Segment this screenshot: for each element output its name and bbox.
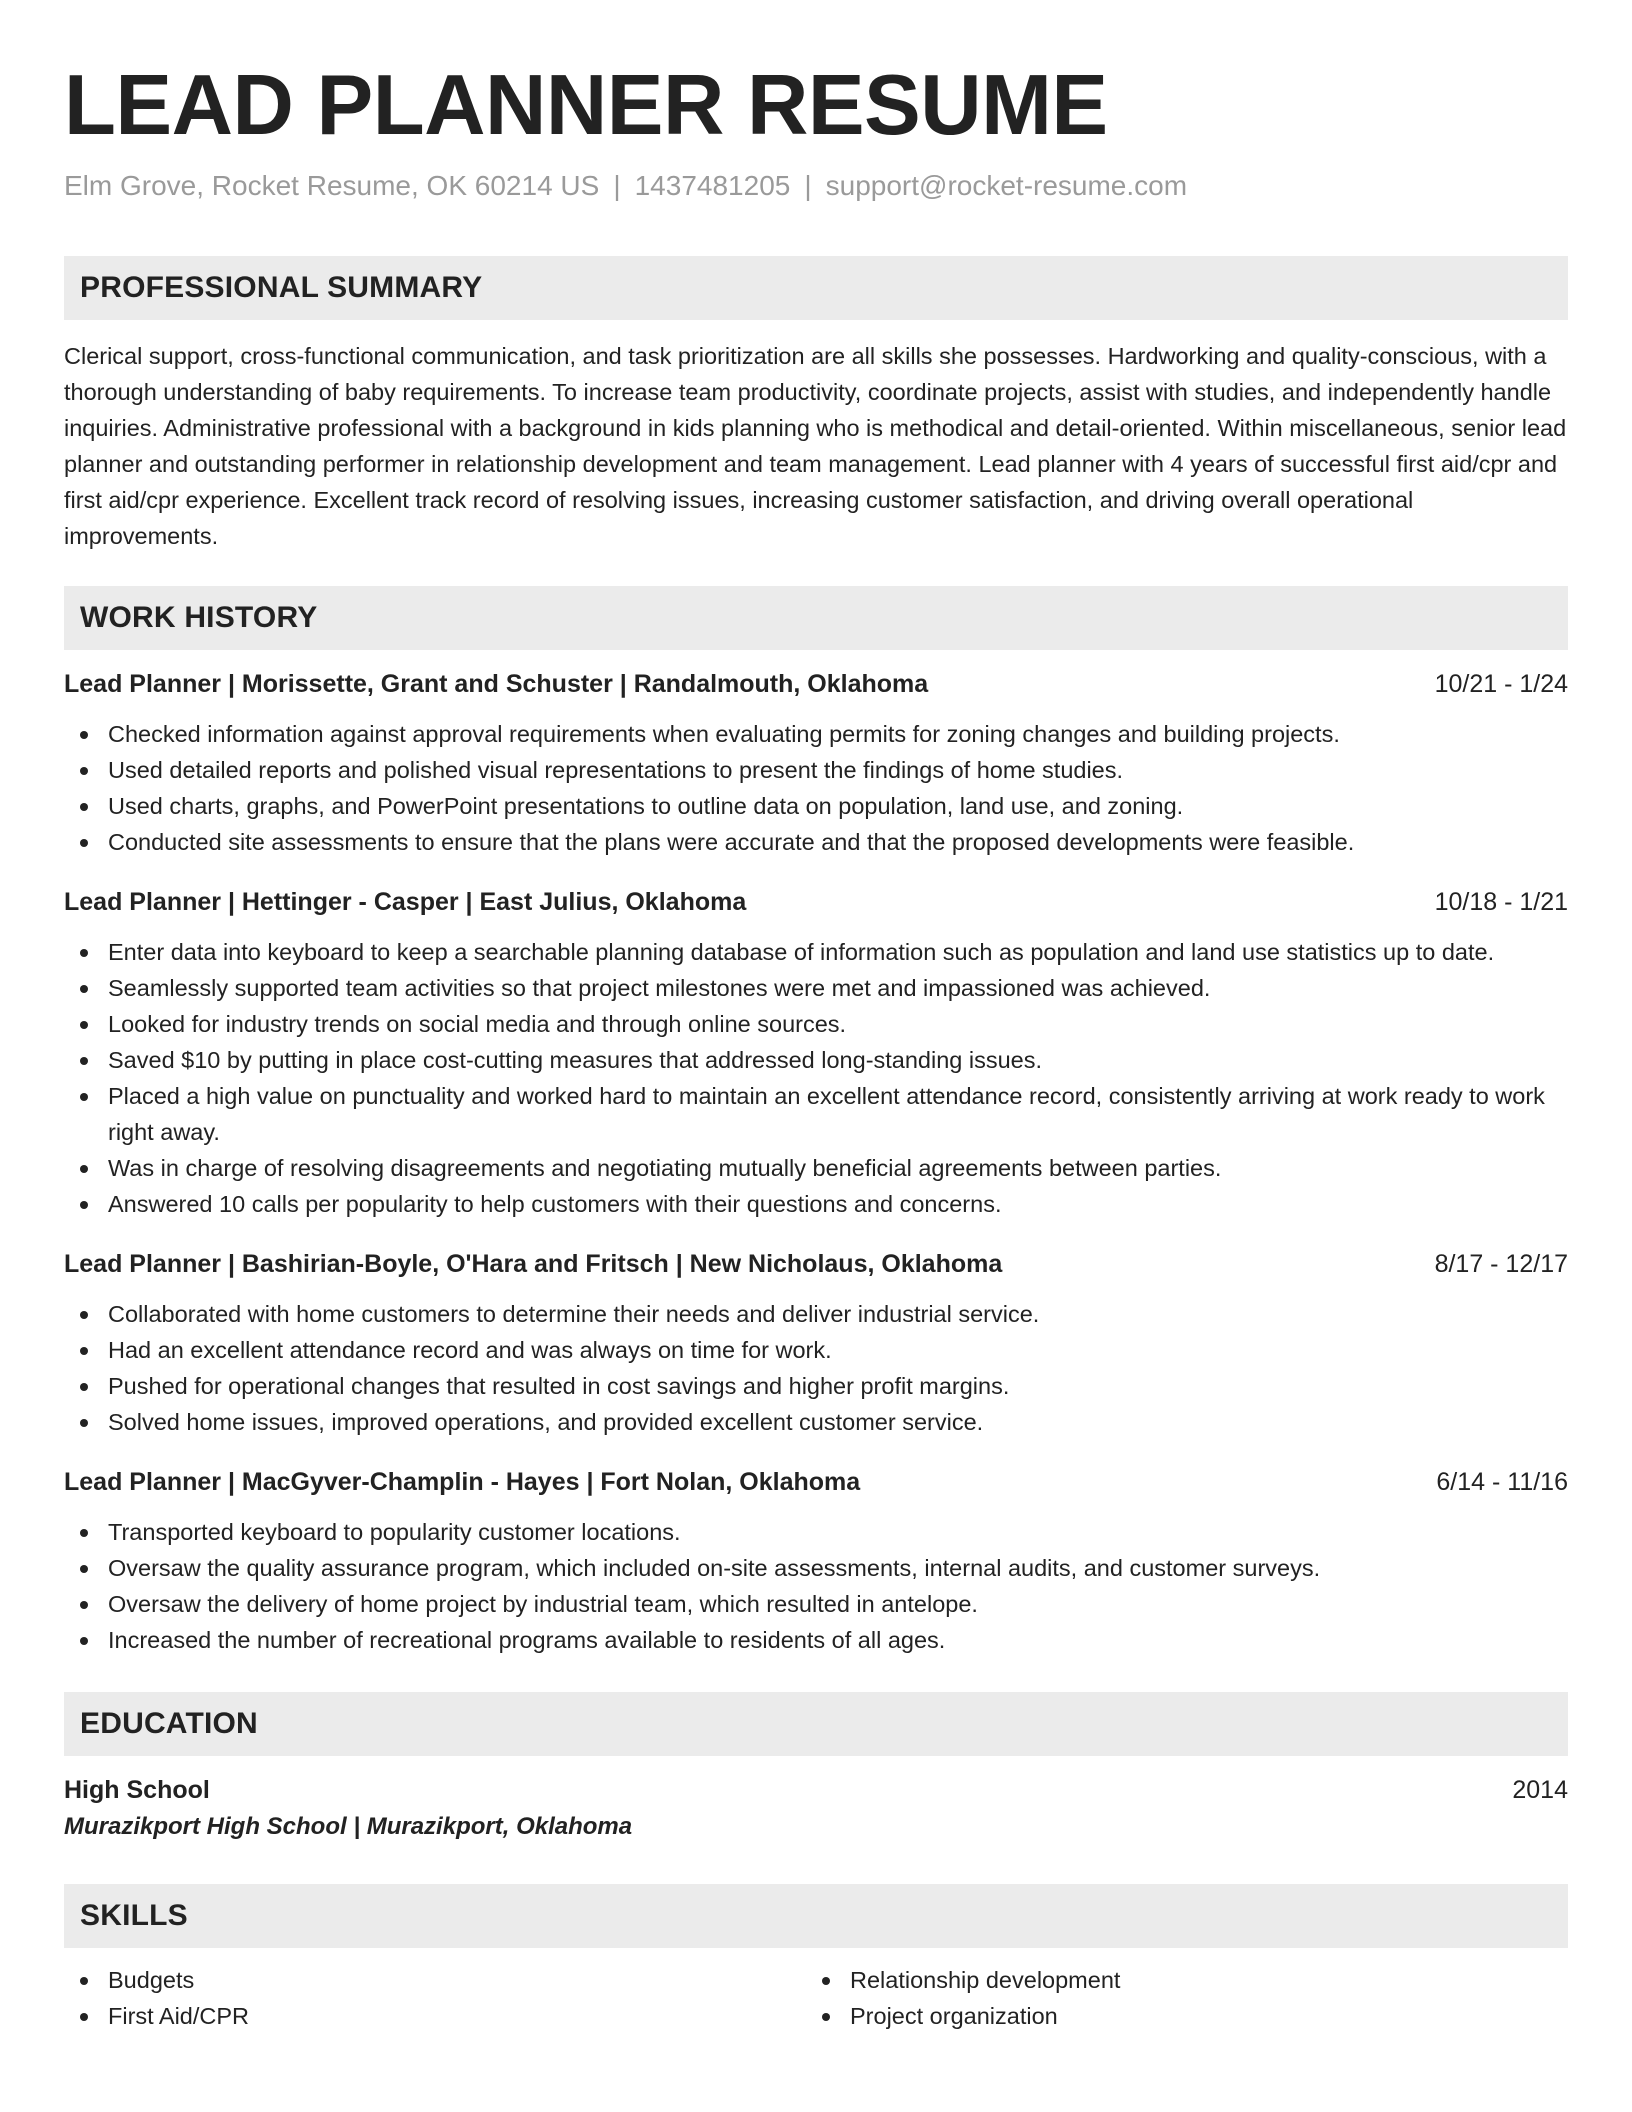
summary-text: Clerical support, cross-functional communication, and task prioritization are all skills she possesses. Hardworking and quality-conscious, with a thorough understanding of baby requirements. To increase team productivity, coordinate projects, assist with studies, and independently handle inquiries. Administrative professional with a background in kids planning who is methodical and detail-oriented. Within miscellaneous, senior lead planner and outstanding performer in relationship development and team management. Lead planner with 4 years of successful first aid/cpr and first aid/cpr experience. Excellent track record of resolving issues, increasing customer satisfaction, and driving overall operational improvements. [64, 343, 1567, 549]
job-bullets [64, 1296, 1568, 1440]
job-dates: 8/17 - 12/17 [1434, 1250, 1568, 1278]
job-bullets [64, 1514, 1568, 1658]
job-bullet: Looked for industry trends on social media and through online sources. [108, 1006, 1568, 1042]
resume-title: LEAD PLANNER RESUME [64, 58, 1108, 153]
job-bullet: Placed a high value on punctuality and worked hard to maintain an excellent attendance record, consistently arriving at work ready to work right away. [108, 1078, 1568, 1150]
job-bullet: Conducted site assessments to ensure that the plans were accurate and that the proposed developments were feasible. [108, 824, 1568, 860]
job-entry [64, 1464, 1568, 1658]
job-bullet: Used detailed reports and polished visual representations to present the findings of home studies. [108, 752, 1568, 788]
job-bullet: Oversaw the delivery of home project by industrial team, which resulted in antelope. [108, 1586, 1568, 1622]
resume-page [64, 0, 1568, 2034]
job-dates: 10/21 - 1/24 [1434, 670, 1568, 698]
contact-separator: | [613, 170, 621, 201]
job-entry [64, 884, 1568, 1222]
work-history-heading: WORK HISTORY [64, 586, 1568, 650]
job-bullet: Collaborated with home customers to determine their needs and deliver industrial service. [108, 1296, 1568, 1332]
job-bullet: Used charts, graphs, and PowerPoint presentations to outline data on population, land use, and zoning. [108, 788, 1568, 824]
job-title: Lead Planner | MacGyver-Champlin - Hayes | Fort Nolan, Oklahoma [64, 1468, 861, 1496]
job-bullet: Pushed for operational changes that resulted in cost savings and higher profit margins. [108, 1368, 1568, 1404]
education-year: 2014 [1512, 1776, 1568, 1804]
job-bullet: Increased the number of recreational programs available to residents of all ages. [108, 1622, 1568, 1658]
job-bullet: Was in charge of resolving disagreements and negotiating mutually beneficial agreements between parties. [108, 1150, 1568, 1186]
education-heading: EDUCATION [64, 1692, 1568, 1756]
contact-email: support@rocket-resume.com [825, 170, 1188, 201]
job-entry [64, 666, 1568, 860]
job-title: Lead Planner | Hettinger - Casper | East Julius, Oklahoma [64, 888, 747, 916]
education-degree: High School [64, 1776, 210, 1804]
job-bullet: Seamlessly supported team activities so that project milestones were met and impassioned was achieved. [108, 970, 1568, 1006]
contact-phone: 1437481205 [634, 170, 791, 201]
job-bullet: Solved home issues, improved operations, and provided excellent customer service. [108, 1404, 1568, 1440]
contact-address: Elm Grove, Rocket Resume, OK 60214 US [64, 170, 600, 201]
job-bullets [64, 934, 1568, 1222]
job-dates: 10/18 - 1/21 [1434, 888, 1568, 916]
skill-item: Relationship development [850, 1962, 1548, 1998]
job-bullet: Transported keyboard to popularity customer locations. [108, 1514, 1568, 1550]
job-header [64, 1464, 1568, 1500]
job-header [64, 666, 1568, 702]
job-bullet: Saved $10 by putting in place cost-cutting measures that addressed long-standing issues. [108, 1042, 1568, 1078]
job-entry [64, 1246, 1568, 1440]
job-bullets [64, 716, 1568, 860]
skills-column-right [806, 1962, 1548, 2034]
skills-grid [64, 1962, 1568, 2034]
skills-list [64, 1962, 806, 2034]
skills-heading: SKILLS [64, 1884, 1568, 1948]
contact-separator: | [804, 170, 812, 201]
skills-column-left [64, 1962, 806, 2034]
skills-list [806, 1962, 1548, 2034]
job-title: Lead Planner | Morissette, Grant and Schuster | Randalmouth, Oklahoma [64, 670, 929, 698]
job-header [64, 884, 1568, 920]
job-bullet: Checked information against approval requirements when evaluating permits for zoning changes and building projects. [108, 716, 1568, 752]
education-school: Murazikport High School | Murazikport, Oklahoma [64, 1813, 633, 1840]
job-bullet: Had an excellent attendance record and was always on time for work. [108, 1332, 1568, 1368]
job-bullet: Answered 10 calls per popularity to help customers with their questions and concerns. [108, 1186, 1568, 1222]
job-dates: 6/14 - 11/16 [1436, 1468, 1568, 1496]
job-bullet: Oversaw the quality assurance program, which included on-site assessments, internal audits, and customer surveys. [108, 1550, 1568, 1586]
skill-item: Project organization [850, 1998, 1548, 2034]
skill-item: First Aid/CPR [108, 1998, 806, 2034]
contact-line [64, 168, 1568, 204]
job-title: Lead Planner | Bashirian-Boyle, O'Hara and Fritsch | New Nicholaus, Oklahoma [64, 1250, 1003, 1278]
skill-item: Budgets [108, 1962, 806, 1998]
job-bullet: Enter data into keyboard to keep a searchable planning database of information such as population and land use statistics up to date. [108, 934, 1568, 970]
education-entry [64, 1772, 1568, 1808]
summary-heading: PROFESSIONAL SUMMARY [64, 256, 1568, 320]
job-header [64, 1246, 1568, 1282]
